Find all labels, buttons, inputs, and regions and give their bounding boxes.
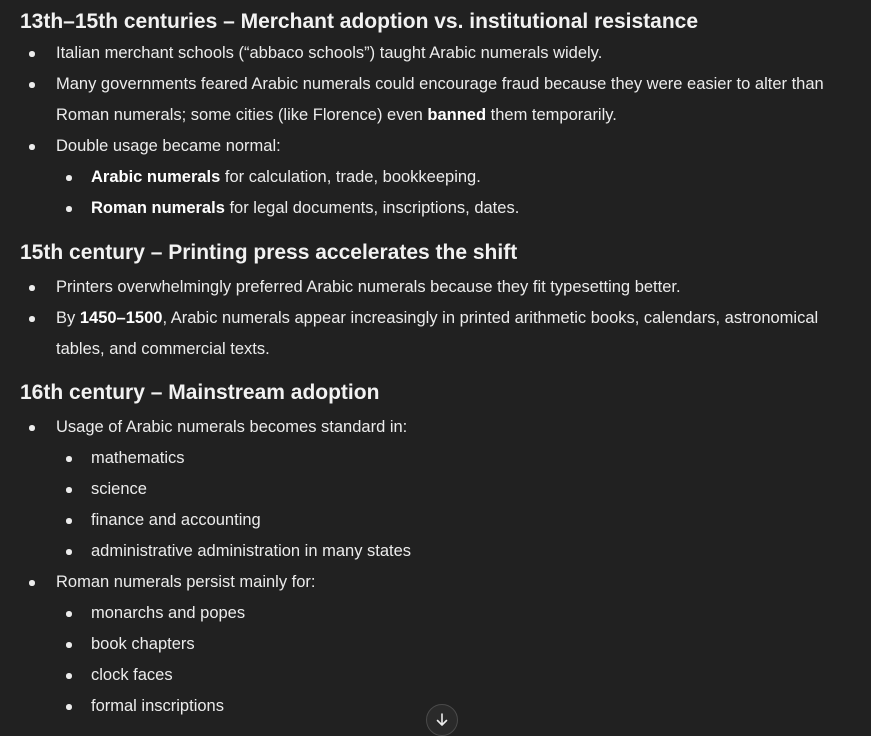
section-heading: 13th–15th centuries – Merchant adoption vs. institutional resistance (20, 10, 699, 33)
sub-bullet-list (56, 443, 865, 567)
list-item (20, 567, 865, 722)
sub-list-item (56, 162, 865, 193)
text-segment: Double usage became normal: (56, 137, 281, 155)
bullet-list (20, 272, 865, 365)
sub-bullet-list (56, 162, 865, 224)
sub-list-item: finance and accounting (56, 505, 865, 536)
chat-response-content (20, 0, 865, 722)
list-item (20, 412, 865, 567)
text-segment: Many governments feared Arabic numerals could encourage fraud because they were easier to alter than Roman numerals; some cities (like Florence) even (56, 75, 824, 124)
sub-list-item: monarchs and popes (56, 598, 865, 629)
text-segment: them temporarily. (486, 106, 617, 124)
scroll-to-bottom-button[interactable] (426, 704, 458, 736)
bold-text: Arabic numerals (91, 168, 221, 186)
text-segment: , Arabic numerals appear increasingly in printed arithmetic books, calendars, astronomical tables, and commercial texts. (56, 309, 819, 358)
bullet-list (20, 412, 865, 722)
bold-text: Roman numerals (91, 199, 225, 217)
section-heading: 16th century – Mainstream adoption (20, 381, 380, 404)
list-item: Italian merchant schools (“abbaco schools”) taught Arabic numerals widely. (20, 38, 865, 69)
sub-list-item: science (56, 474, 865, 505)
text-segment: Usage of Arabic numerals becomes standard in: (56, 418, 408, 436)
list-item: Printers overwhelmingly preferred Arabic numerals because they fit typesetting better. (20, 272, 865, 303)
sub-list-item: clock faces (56, 660, 865, 691)
sub-list-item: administrative administration in many states (56, 536, 865, 567)
section-heading: 15th century – Printing press accelerates the shift (20, 241, 518, 264)
bold-text: banned (427, 106, 487, 124)
text-segment: for legal documents, inscriptions, dates. (224, 199, 520, 217)
text-segment: Roman numerals persist mainly for: (56, 573, 316, 591)
list-item (20, 131, 865, 224)
list-item (20, 69, 865, 131)
sub-list-item: formal inscriptions (56, 691, 865, 722)
text-segment: for calculation, trade, bookkeeping. (220, 168, 481, 186)
text-segment: By (56, 309, 80, 327)
arrow-down-icon (434, 712, 450, 728)
list-item (20, 303, 865, 365)
sub-list-item (56, 193, 865, 224)
bold-text: 1450–1500 (79, 309, 163, 327)
sub-list-item: mathematics (56, 443, 865, 474)
sub-list-item: book chapters (56, 629, 865, 660)
sub-bullet-list (56, 598, 865, 722)
bullet-list (20, 38, 865, 224)
